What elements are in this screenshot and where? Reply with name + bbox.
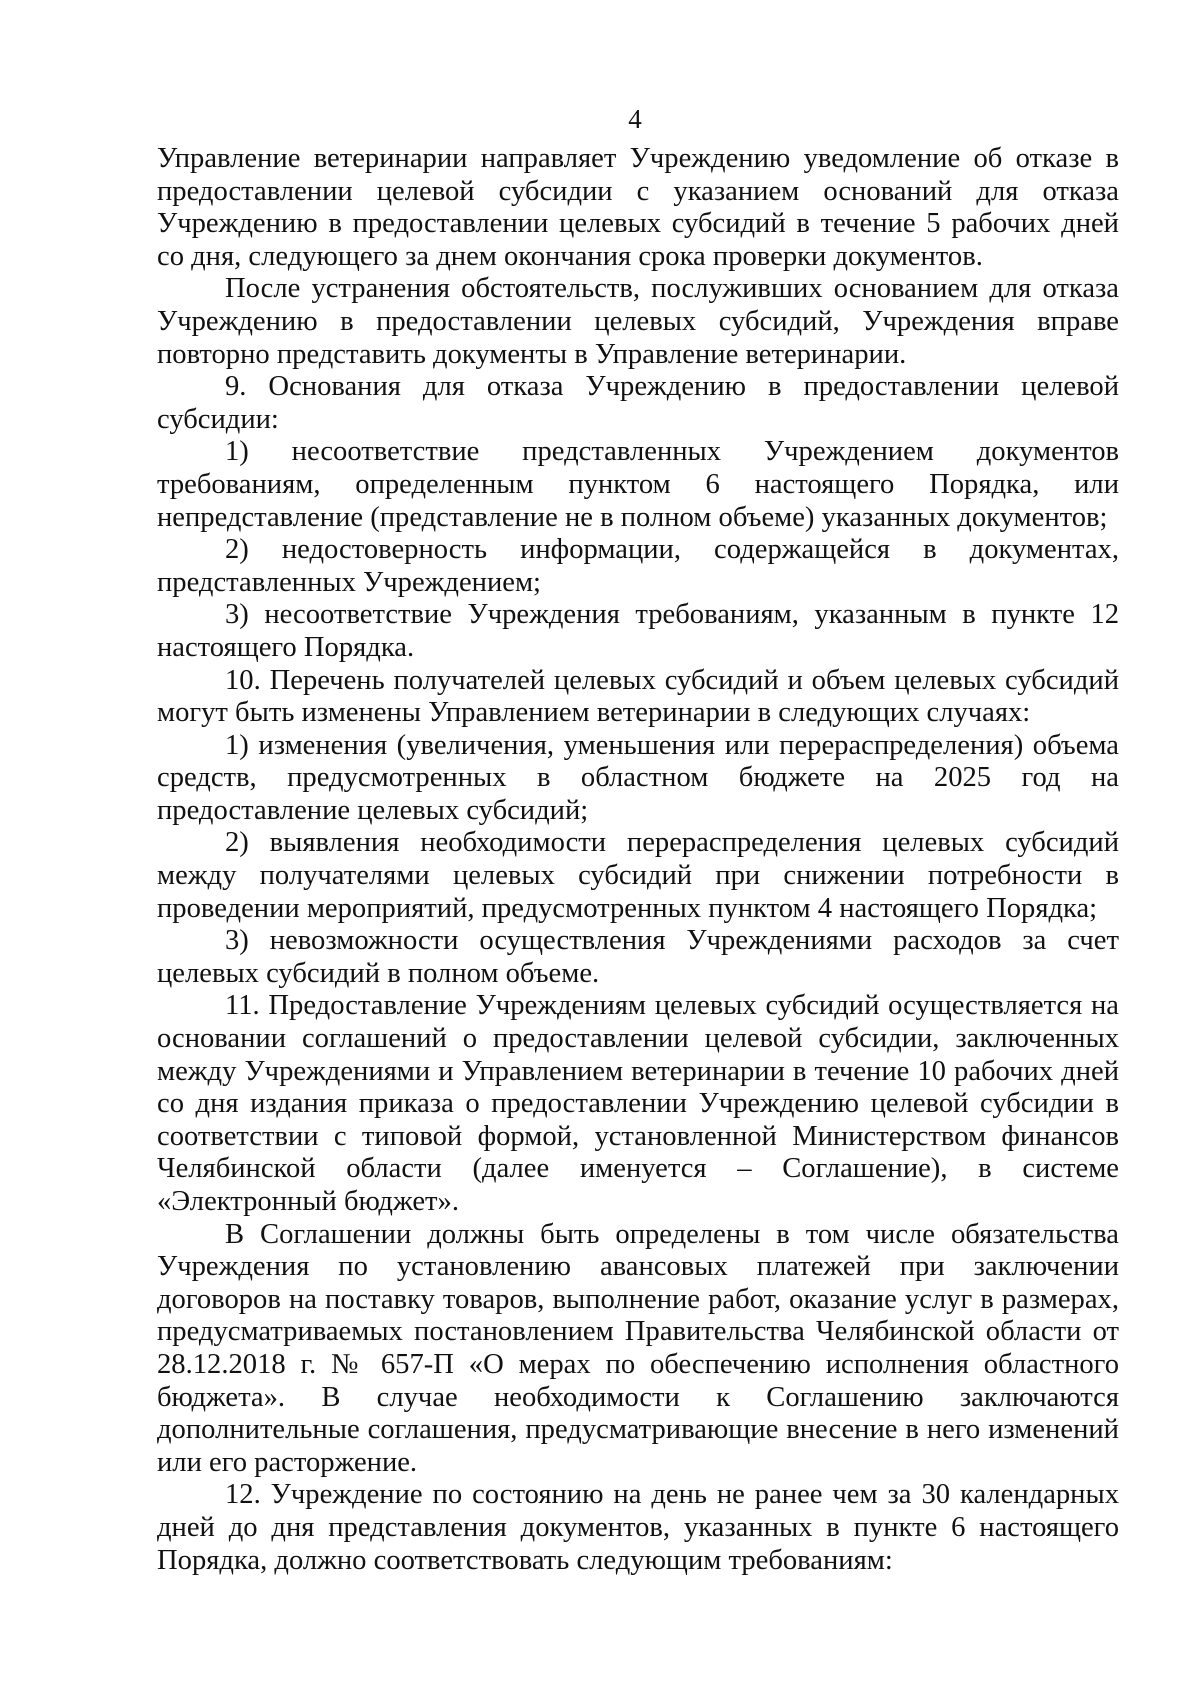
paragraph-item-10-2: 2) выявления необходимости перераспределения целевых субсидий между получателями целевых субсидий при снижении потребности в проведении мероприятий, предусмотренных пунктом 4 настоящего Порядка; <box>157 827 1119 924</box>
document-body <box>157 143 1119 1577</box>
page-number: 4 <box>628 104 642 134</box>
paragraph-item-10-1: 1) изменения (увеличения, уменьшения или перераспределения) объема средств, предусмотренных в областном бюджете на 2025 год на предоставление целевых субсидий; <box>157 729 1119 826</box>
paragraph-item-11: 11. Предоставление Учреждениям целевых субсидий осуществляется на основании соглашений о предоставлении целевой субсидии, заключенных между Учреждениями и Управлением ветеринарии в течение 10 рабочих дней со дня издания приказа о предоставлении Учреждению целевой субсидии в соответствии с типовой формой, установленной Министерством финансов Челябинской области (далее именуется – Соглашение), в системе «Электронный бюджет». <box>157 990 1119 1217</box>
paragraph-item-9: 9. Основания для отказа Учреждению в предоставлении целевой субсидии: <box>157 371 1119 435</box>
paragraph-item-9-2: 2) недостоверность информации, содержащейся в документах, представленных Учреждением; <box>157 534 1119 598</box>
paragraph-item-9-1: 1) несоответствие представленных Учреждением документов требованиям, определенным пунктом 6 настоящего Порядка, или непредставление (представление не в полном объеме) указанных документов; <box>157 436 1119 533</box>
paragraph-item-12: 12. Учреждение по состоянию на день не ранее чем за 30 календарных дней до дня представления документов, указанных в пункте 6 настоящего Порядка, должно соответствовать следующим требованиям: <box>157 1479 1119 1576</box>
paragraph-item-9-3: 3) несоответствие Учреждения требованиям, указанным в пункте 12 настоящего Порядка. <box>157 599 1119 663</box>
paragraph-resubmission: После устранения обстоятельств, послуживших основанием для отказа Учреждению в предоставлении целевых субсидий, Учреждения вправе повторно представить документы в Управление ветеринарии. <box>157 273 1119 370</box>
paragraph-item-10: 10. Перечень получателей целевых субсидий и объем целевых субсидий могут быть изменены Управлением ветеринарии в следующих случаях: <box>157 664 1119 729</box>
paragraph-agreement-obligations: В Соглашении должны быть определены в том числе обязательства Учреждения по установлению авансовых платежей при заключении договоров на поставку товаров, выполнение работ, оказание услуг в размерах, предусматриваемых постановлением Правительства Челябинской области от 28.12.2018 г. № 657-П «О мерах по обеспечению исполнения областного бюджета». В случае необходимости к Соглашению заключаются дополнительные соглашения, предусматривающие внесение в него изменений или его расторжение. <box>157 1218 1119 1478</box>
paragraph-refusal-notice: Управление ветеринарии направляет Учреждению уведомление об отказе в предоставлении целевой субсидии с указанием оснований для отказа Учреждению в предоставлении целевых субсидий в течение 5 рабочих дней со дня, следующего за днем окончания срока проверки документов. <box>157 143 1119 272</box>
paragraph-item-10-3: 3) невозможности осуществления Учреждениями расходов за счет целевых субсидий в полном объеме. <box>157 925 1119 989</box>
